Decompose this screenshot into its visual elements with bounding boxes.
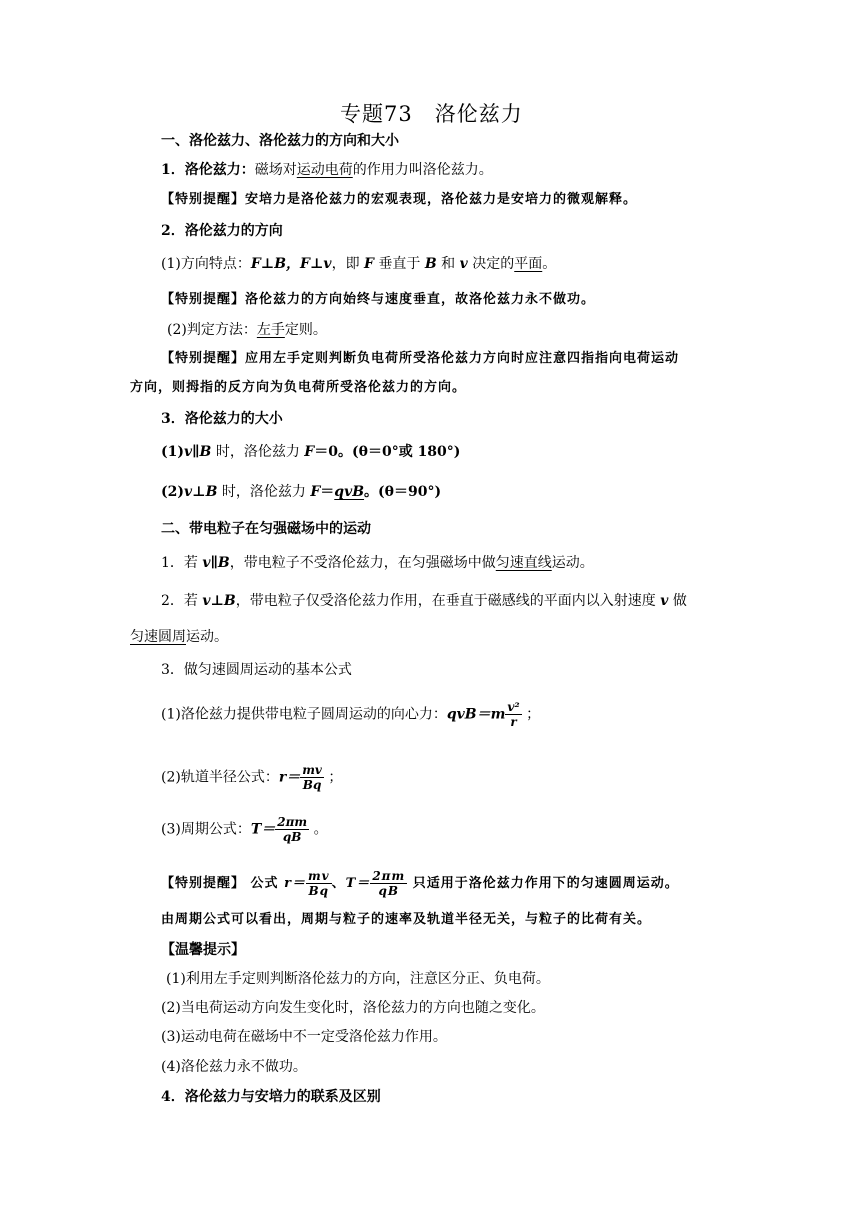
paragraph-1 [161, 160, 493, 180]
text: (2) [161, 484, 184, 500]
text: 。 [542, 256, 557, 272]
warm-tip-item: (2)当电荷运动方向发生变化时，洛伦兹力的方向也随之变化。 [161, 1000, 545, 1016]
denominator: qB [282, 830, 302, 844]
formula: F [310, 484, 321, 500]
formula: T＝ [250, 821, 276, 838]
paragraph-2b [167, 320, 327, 340]
denominator: r [510, 715, 517, 729]
page-title: 专题73 洛伦兹力 [340, 102, 523, 126]
subheading-q3: 3．做匀速圆周运动的基本公式 [161, 662, 352, 678]
formula: qvB＝m [446, 706, 506, 723]
text: (2)轨道半径公式： [161, 769, 279, 786]
formula-radius [161, 763, 342, 792]
text: 时，洛伦兹力 [217, 484, 311, 500]
subheading-4: 4．洛伦兹力与安培力的联系及区别 [161, 1089, 381, 1105]
underlined-term: 左手 [256, 322, 285, 338]
text: 公式 [250, 876, 285, 891]
special-tip-1 [161, 190, 637, 210]
numerator: mv [307, 869, 330, 883]
text: ＝0。(θ＝0°或 180°) [314, 444, 461, 460]
text: 运动。 [551, 555, 594, 571]
formula-period [161, 815, 328, 844]
formula: v∥B [202, 555, 230, 571]
text: (1) [161, 444, 184, 460]
tip-label: 【特别提醒】 [161, 292, 246, 307]
text: ，即 [331, 256, 365, 272]
tip-text: 洛伦兹力的方向始终与速度垂直，故洛伦兹力永不做功。 [245, 292, 596, 307]
formula: F [304, 444, 315, 460]
fraction [275, 815, 309, 844]
numerator: mv [302, 763, 322, 777]
numerator: v² [507, 700, 520, 714]
text: 。(θ＝90°) [364, 484, 442, 500]
special-tip-4-continued: 由周期公式可以看出，周期与粒子的速率及轨道半径无关，与粒子的比荷有关。 [161, 912, 652, 927]
text: ，带电粒子仅受洛伦兹力作用，在垂直于磁感线的平面内以入射速度 [235, 593, 661, 609]
fraction [505, 700, 521, 729]
underlined-term: 平面 [514, 256, 543, 272]
paragraph-1-label: 1．洛伦兹力： [161, 162, 255, 178]
text: 运动。 [186, 629, 228, 645]
special-tip-2 [161, 290, 595, 310]
tip-label: 【特别提醒】 [161, 351, 246, 366]
special-tip-3 [161, 349, 679, 369]
tip-text: 安培力是洛伦兹力的宏观表现，洛伦兹力是安培力的微观解释。 [245, 192, 638, 207]
paragraph-q1 [161, 553, 594, 573]
text: 和 [436, 256, 460, 272]
formula: r＝ [278, 769, 301, 786]
tip-label: 【特别提醒】 [161, 192, 246, 207]
text: 定则。 [284, 322, 327, 338]
special-tip-3-continued: 方向，则拇指的反方向为负电荷所受洛伦兹力的方向。 [130, 380, 467, 395]
text: (3)周期公式： [161, 821, 251, 838]
text: 。 [313, 821, 328, 838]
denominator: Bq [308, 884, 330, 898]
numerator: 2πm [372, 869, 406, 883]
denominator: qB [378, 884, 399, 898]
formula: v [660, 593, 669, 609]
underlined-term: 匀速直线 [495, 555, 552, 571]
warm-tip-item: (3)运动电荷在磁场中不一定受洛伦兹力作用。 [161, 1029, 447, 1045]
underlined-term: 运动电荷 [296, 162, 353, 178]
formula: B [424, 256, 437, 272]
subheading-3: 3．洛伦兹力的大小 [161, 411, 283, 427]
tip-text: 只适用于洛伦兹力作用下的匀速圆周运动。 [412, 876, 679, 891]
text: 决定的 [467, 256, 515, 272]
special-tip-4 [161, 869, 679, 898]
paragraph-3a [161, 442, 460, 462]
text: 1．若 [161, 555, 203, 571]
formula: v⊥B [202, 593, 236, 609]
text: 磁场对 [254, 162, 297, 178]
paragraph-q2-continued [130, 627, 228, 647]
text: 、 [331, 876, 346, 891]
formula: v [459, 256, 468, 272]
section-1-heading: 一、洛伦兹力、洛伦兹力的方向和大小 [161, 133, 399, 149]
warm-tip-item: (4)洛伦兹力永不做功。 [161, 1059, 307, 1075]
text: ，带电粒子不受洛伦兹力，在匀强磁场中做 [229, 555, 496, 571]
text: 的作用力叫洛伦兹力。 [352, 162, 493, 178]
text: ＝ [320, 484, 335, 500]
text: 2．若 [161, 593, 203, 609]
text: ； [328, 769, 343, 786]
paragraph-2a [161, 254, 556, 274]
formula: v⊥B [184, 484, 218, 500]
paragraph-3b [161, 482, 441, 502]
formula-centripetal [161, 700, 540, 729]
text: (1)洛伦兹力提供带电粒子圆周运动的向心力： [161, 706, 447, 723]
denominator: Bq [302, 778, 322, 792]
section-2-heading: 二、带电粒子在匀强磁场中的运动 [161, 521, 371, 537]
warm-tip-item: (1)利用左手定则判断洛伦兹力的方向，注意区分正、负电荷。 [166, 971, 550, 987]
warm-tip-heading: 【温馨提示】 [161, 942, 245, 958]
text: ； [526, 706, 541, 723]
formula: F [364, 256, 374, 272]
tip-label: 【特别提醒】 [161, 876, 246, 891]
formula: r＝ [284, 876, 306, 891]
formula: T＝ [345, 876, 371, 891]
subheading-2: 2．洛伦兹力的方向 [161, 223, 283, 239]
text: 垂直于 [373, 256, 425, 272]
formula: v∥B [184, 444, 212, 460]
text: (2)判定方法： [167, 322, 257, 338]
numerator: 2πm [277, 815, 308, 829]
underlined-term: 匀速圆周 [130, 629, 186, 645]
text: 做 [668, 593, 687, 609]
tip-text: 应用左手定则判断负电荷所受洛伦兹力方向时应注意四指指向电荷运动 [245, 351, 680, 366]
text: 时，洛伦兹力 [211, 444, 305, 460]
fraction [300, 763, 324, 792]
paragraph-q2 [161, 591, 687, 611]
text: (1)方向特点： [161, 256, 251, 272]
fraction [306, 869, 332, 898]
fraction [370, 869, 407, 898]
formula: F⊥B，F⊥v [250, 256, 332, 272]
underlined-formula: qvB [334, 484, 365, 500]
